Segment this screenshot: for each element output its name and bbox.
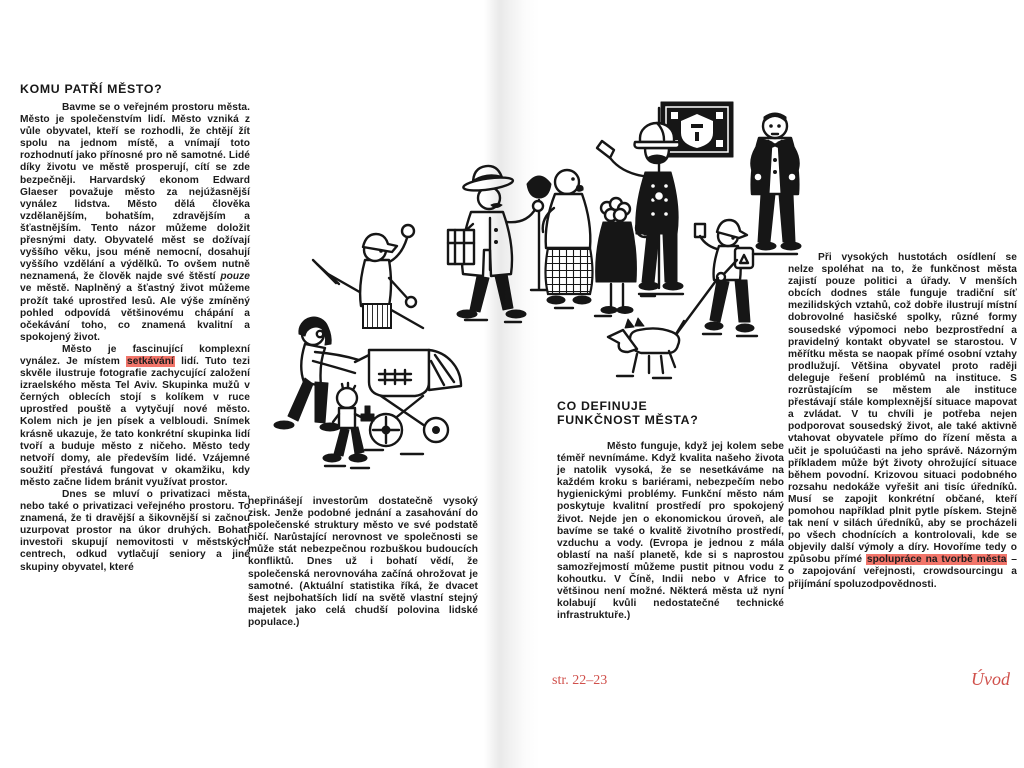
paragraph-text: Bavme se o veřejném prostoru města. Město je společenstvím lidí. Město vzniká z vůle obyvatel, kteří se rozhodli, že chtějí žít spolu na jednom místě, a vnímají toto rozhodnutí jako přínosné pro ně samotné. Lidé díky životu ve městě prosperují, cítí se zde bezpečněji. Harvardský ekonom Edward Glaeser považuje město za nejúžasnější vynález lidstva. Město dělá člověka vzdělanějším, bohatším, zdravějším a šťastnějším. Tento názor můžeme doložit přesnými daty. Obyvatelé měst se dožívají vyššího věku, jsou méně nemocní, dosahují vyššího vzdělání a výdělků. To ovšem nutně neznamená, že člověk najde své štěstí [20,102,250,283]
map-icon [448,230,474,264]
emphasized-word: pouze [220,271,250,283]
page-number-label: str. 22–23 [552,673,608,688]
paragraph-text: – o zapojování veřejnosti, crowdsourcingu a přijímání spoluzodpovědnosti. [788,554,1017,590]
paragraph: Dnes se mluví o privatizaci města, nebo také o privatizaci veřejného prostoru. To znamená, že ti dravější a šikovnější si začnou uzurpovat prostor na úkor druhých. Bohatí investoři skupují nemovitosti v městských centrech, odkud vytlačují seniory a jiné skupiny obyvatel, které [20,489,250,573]
highlighted-phrase: setkávání [127,355,174,367]
elderly-woman-figure [596,198,637,314]
checkered-trousers [546,248,593,294]
paragraph [20,102,250,344]
man-in-vest-figure [751,113,801,254]
shovel-icon [527,176,551,198]
right-page-column-2 [788,252,1017,591]
woman-with-pram-figure [274,317,461,454]
backpack-icon [735,248,753,268]
left-page-heading: KOMU PATŘÍ MĚSTO? [20,82,163,96]
crowd-illustration [255,78,815,548]
bald-man-figure [543,170,593,304]
right-page-heading-line2: FUNKČNOST MĚSTA? [557,413,699,427]
paragraph-text: Při vysokých hustotách osídlení se nelze spoléhat na to, že funkčnost města zajistí pouze politici a úřady. V menších obcích dodnes stále funguje tradiční síť mezilidských vztahů, což dobře ilustrují místní dobrovolné hasičské spolky, různé formy sousedské výpomoci nebo bezprostřední a pravidelný kontakt obyvatel se starostou. V měřítku města se naopak přímé osobní vztahy prodlužují. Většina obyvatel proto raději deleguje řešení problémů na instituce. S rozrůstajícím se městem ale instituce přestávají stále komplexnější situace mapovat a zvládat. V tu chvíli je potřeba nejen podporovat sousedský život, ale také aktivně vtahovat obyvatele přímo do řízení města a učit je spoluúčasti na jeho správě. Názorným příkladem může být životy ohrožující situace během povodní. Krizovou situaci podobného rozsahu nedokáže vyřešit ani tisíc úředníků. Musí se zapojit konkrétní občané, kteří pomohou například plnit pytle pískem. Stejně tak není v silách úředníků, aby se procházeli po všech chodnících a kontrolovali, kde se objevily další výmoly a díry. Hovoříme tedy o způsobu přímé [788,252,1017,566]
paragraph [788,252,1017,591]
man-with-map-and-shovel-figure [448,163,551,318]
paragraph-text: lidí. Tuto tezi skvěle ilustruje fotografie zachycující založení izraelského města Tel Aviv. Skupinka mužů v černých oblecích stojí s kolíkem v ruce uprostřed pouště a vytyčují nové město. Kolem nich je jen písek a velbloudi. Snímek krásně ukazuje, že tato konkrétní skupinka lidí tvoří a buduje město z ničeho. Město tedy netvoří domy, ale především lidé. Vzájemné soužití přestává fungovat v okamžiku, kdy město začne lidem bránit využívat prostor. [20,355,250,488]
paragraph [20,344,250,489]
paragraph: nepřinášejí investorům dostatečně vysoký zisk. Jenže podobné jednání a zasahování do společenské struktury město ve své podstatě ničí. Narůstající nerovnost ve společnosti se může stát nebezpečnou rozbuškou budoucích konfliktů. Dnes už i bohatí vědí, že společenská nerovnováha začíná ohrožovat je samotné. (Aktuální statistika říká, že dvacet šest nejbohatších lidí na světě vlastní stejný majetek jako celá chudší polovina lidské populace.) [248,496,478,628]
hat-icon [461,163,514,193]
chapter-label: Úvod [971,669,1010,689]
paragraph: Město funguje, když jej kolem sebe téměř nevnímáme. Když kvalita našeho života je natolik vysoká, že se nesetkáváme na každém kroku s bariérami, nebezpečím nebo hygienickými problémy. Funkční město nám poskytuje kvalitní prostředí pro spokojený život. Nejde jen o ekonomickou úroveň, ale bavíme se také o kvalitě životního prostředí, vzduchu a vody. (Evropa je jednou z mála oblastí na naší planetě, kde si s naprostou samozřejmostí můžeme pustit pitnou vodu z kohoutku. V Číně, Indii nebo v Africe to většinou není možné. Některá města už nyní kolabují kvůli nedostatečné technické infrastruktuře.) [557,441,784,622]
paragraph-text: ve městě. Naplněný a šťastný život můžeme prožít také uprostřed lesů. Ale výše zmíněný pohled odpovídá většinovému chápání a očekávání toho, co znamená kvalitní a spokojený život. [20,283,250,343]
right-page-heading-line1: CO DEFINUJE [557,399,648,413]
man-with-rake-figure [313,225,423,328]
paragraph-text: Město je fascinující komplexní vynález. Je místem [20,343,250,367]
dog-on-leash-figure [608,318,684,378]
highlighted-phrase: spolupráce na tvorbě města [866,554,1007,566]
pram [355,350,461,446]
left-page-column-1 [20,102,250,574]
boy-with-cup-and-dog-figure [675,220,757,336]
